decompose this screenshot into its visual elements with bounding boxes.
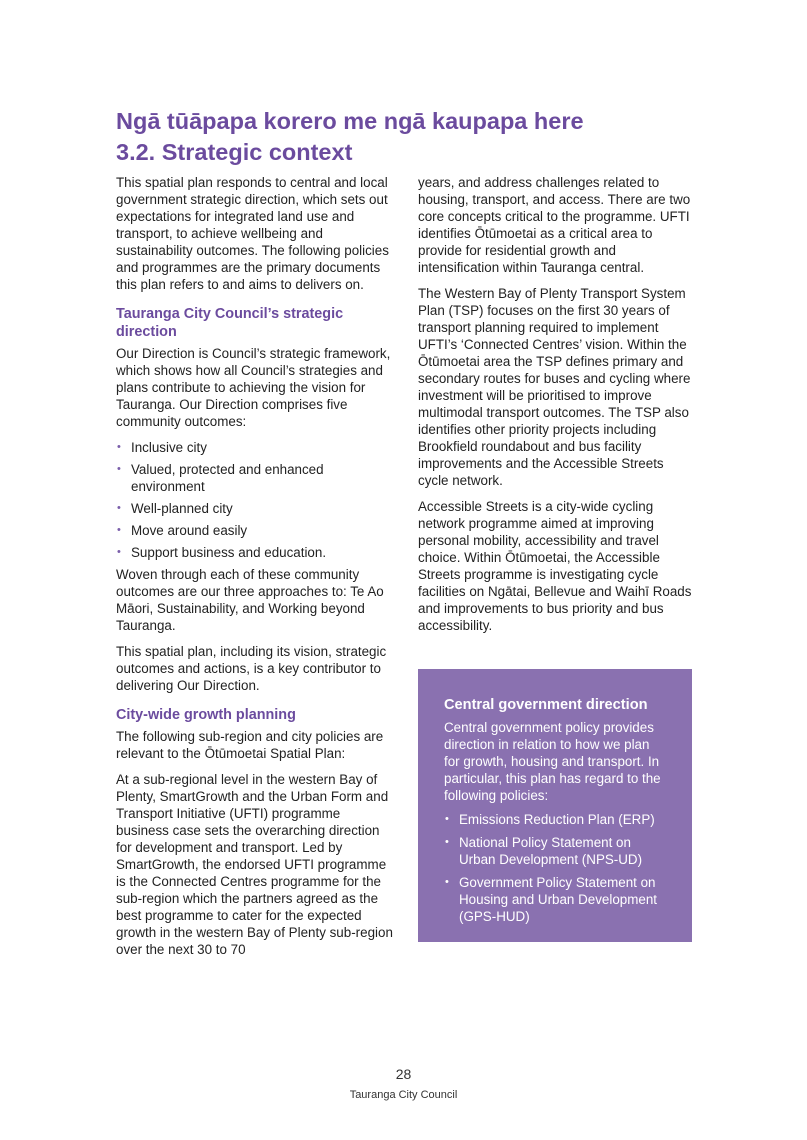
list-item: • National Policy Statement on Urban Development (NPS-UD) <box>444 834 666 868</box>
sub-regional-paragraph: At a sub-regional level in the western Bay of Plenty, SmartGrowth and the Urban Form and Transport Initiative (UFTI) programme business case sets the overarching direction for development and transport. Led by SmartGrowth, the endorsed UFTI programme is the Connected Centres programme for the sub-region which the partners agreed as the best programme to cater for the expected growth in the western Bay of Plenty sub-region over the next 30 to 70 <box>116 772 393 957</box>
community-outcomes-list <box>116 439 394 561</box>
ufti-paragraph: years, and address challenges related to housing, transport, and access. There are two core concepts critical to the programme. UFTI identifies Ōtūmoetai as a critical area to provide for residential growth and intensification within Tauranga central. <box>418 175 691 275</box>
contributor-paragraph: This spatial plan, including its vision, strategic outcomes and actions, is a key contributor to delivering Our Direction. <box>116 644 387 693</box>
list-item: • Well-planned city <box>116 500 394 517</box>
heading-growth-planning: City-wide growth planning <box>116 707 296 723</box>
our-direction-paragraph: Our Direction is Council’s strategic framework, which shows how all Council’s strategies and plans contribute to achieving the vision for Tauranga. Our Direction comprises five community outcomes: <box>116 346 391 429</box>
page-number: 28 <box>395 1066 412 1082</box>
title-line-maori: Ngā tūāpapa korero me ngā kaupapa here <box>116 108 584 134</box>
policies-intro-paragraph: The following sub-region and city policies are relevant to the Ōtūmoetai Spatial Plan: <box>116 729 384 761</box>
central-government-callout <box>418 669 692 942</box>
callout-intro: Central government policy provides direction in relation to how we plan for growth, housing and transport. In particular, this plan has regard to the following policies: <box>444 720 661 803</box>
list-item: • Emissions Reduction Plan (ERP) <box>444 811 666 828</box>
tsp-paragraph: The Western Bay of Plenty Transport System Plan (TSP) focuses on the first 30 years of transport planning required to implement UFTI’s ‘Connected Centres’ vision. Within the Ōtūmoetai area the TSP defines primary and secondary routes for buses and cycling where investment will be prioritised to improve multimodal transport outcomes. The TSP also identifies other priority projects including Brookfield roundabout and bus facility improvements and the Accessible Streets cycle network. <box>418 286 691 488</box>
list-item: • Valued, protected and enhanced environment <box>116 461 394 495</box>
callout-heading: Central government direction <box>444 697 648 713</box>
list-item: • Support business and education. <box>116 544 394 561</box>
left-column <box>116 174 394 967</box>
policies-list <box>444 811 666 925</box>
intro-paragraph: This spatial plan responds to central and local government strategic direction, which sets out expectations for integrated land use and transport, to achieve wellbeing and sustainability outcomes. The following policies and programmes are the primary documents this plan refers to and aims to delivers on. <box>116 175 389 292</box>
approaches-paragraph: Woven through each of these community outcomes are our three approaches to: Te Ao Māori, Sustainability, and Working beyond Tauranga. <box>116 567 384 633</box>
accessible-streets-paragraph: Accessible Streets is a city-wide cycling network programme aimed at improving personal mobility, accessibility and travel choice. Within Ōtūmoetai, the Accessible Streets programme is investigating cycle facilities on Ngātai, Bellevue and Waihī Roads and improvements to bus priority and bus accessibility. <box>418 499 692 633</box>
heading-strategic-direction: Tauranga City Council’s strategic direction <box>116 306 344 340</box>
list-item: • Inclusive city <box>116 439 394 456</box>
list-item: • Move around easily <box>116 522 394 539</box>
list-item: • Government Policy Statement on Housing and Urban Development (GPS-HUD) <box>444 874 666 925</box>
page-title <box>116 106 584 168</box>
right-column <box>418 174 696 643</box>
title-line-section: 3.2. Strategic context <box>116 139 353 165</box>
footer-org-name: Tauranga City Council <box>349 1089 458 1101</box>
